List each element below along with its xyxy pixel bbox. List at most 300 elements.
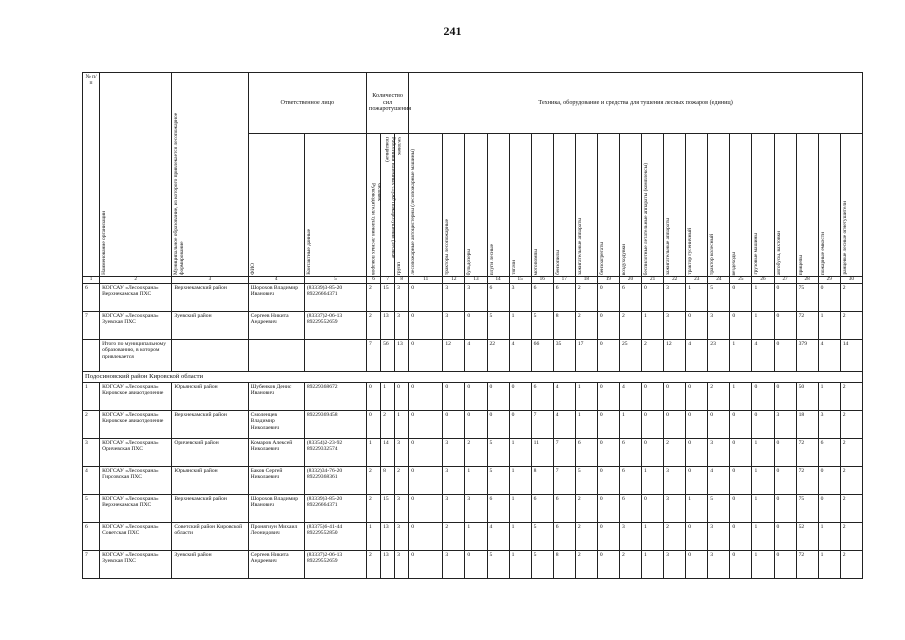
value-cell: 0: [730, 439, 752, 467]
column-index-cell: 21: [642, 277, 664, 284]
value-cell: 72: [796, 439, 818, 467]
contact-cell: 89229369458: [304, 411, 366, 439]
value-cell: 0: [409, 551, 443, 579]
value-cell: 3: [395, 284, 409, 312]
value-cell: 4: [752, 340, 774, 372]
value-cell: 1: [642, 523, 664, 551]
value-cell: 4: [818, 340, 840, 372]
header-forces-heads: Руководители тушения лесных пожаров человек: [367, 134, 381, 277]
value-cell: 1: [730, 383, 752, 411]
value-cell: 1: [642, 467, 664, 495]
column-index-cell: 25: [730, 277, 752, 284]
value-cell: 1: [686, 284, 708, 312]
value-cell: 0: [509, 411, 531, 439]
value-cell: 3: [509, 284, 531, 312]
value-cell: 2: [395, 467, 409, 495]
header-equip-10: беспилотные летательные аппараты (комплексы): [642, 134, 664, 277]
row-number: 1: [83, 383, 100, 411]
value-cell: 6: [619, 439, 641, 467]
value-cell: 0: [774, 383, 796, 411]
value-cell: 3: [465, 495, 487, 523]
header-municipality: Муниципальное образование, из которого привлекается лесопожарное формирование: [172, 73, 248, 277]
value-cell: 3: [708, 312, 730, 340]
header-equip-2: бульдозеры: [465, 134, 487, 277]
contact-cell: (8332)34-76-20 89229368361: [304, 467, 366, 495]
column-index-cell: 28: [796, 277, 818, 284]
column-index-cell: 4: [248, 277, 304, 284]
column-index-cell: 7: [381, 277, 395, 284]
value-cell: 5: [487, 439, 509, 467]
fire-resources-table: [82, 72, 863, 579]
value-cell: 0: [686, 467, 708, 495]
header-equip-16: автобусы, вахтовки: [774, 134, 796, 277]
value-cell: 0: [465, 312, 487, 340]
value-cell: 0: [730, 411, 752, 439]
value-cell: 5: [575, 467, 597, 495]
value-cell: 4: [553, 411, 575, 439]
table-row: [83, 523, 863, 551]
value-cell: 2: [367, 551, 381, 579]
value-cell: 2: [575, 312, 597, 340]
value-cell: 1: [752, 495, 774, 523]
org-name-cell: КОГСАУ «Лесоохрана» Гирсовская ПХС: [100, 467, 172, 495]
value-cell: 6: [553, 495, 575, 523]
value-cell: 0: [642, 383, 664, 411]
value-cell: 72: [796, 312, 818, 340]
value-cell: 4: [509, 340, 531, 372]
value-cell: 0: [597, 495, 619, 523]
value-cell: 1: [509, 551, 531, 579]
value-cell: 0: [708, 411, 730, 439]
value-cell: 3: [443, 312, 465, 340]
value-cell: 6: [818, 439, 840, 467]
value-cell: 6: [487, 495, 509, 523]
row-number: 6: [83, 523, 100, 551]
value-cell: 3: [664, 284, 686, 312]
value-cell: 0: [664, 411, 686, 439]
value-cell: 2: [840, 439, 862, 467]
row-number: 7: [83, 312, 100, 340]
contact-cell: (83354)2-23-92 89229332574: [304, 439, 366, 467]
contact-cell: (83375)6-41-44 89229552850: [304, 523, 366, 551]
table-row: [83, 340, 863, 372]
value-cell: 1: [642, 312, 664, 340]
value-cell: 2: [840, 467, 862, 495]
fio-cell: Сергеев Никита Андреевич: [248, 312, 304, 340]
fio-cell: Шорохов Владимир Иванович: [248, 495, 304, 523]
value-cell: 1: [642, 551, 664, 579]
table-row: [83, 312, 863, 340]
value-cell: 5: [487, 551, 509, 579]
row-number: 7: [83, 551, 100, 579]
value-cell: 1: [619, 411, 641, 439]
header-equip-3: плуги лесные: [487, 134, 509, 277]
value-cell: 4: [553, 383, 575, 411]
org-name-cell: КОГСАУ «Лесоохрана» Зуевская ПХС: [100, 312, 172, 340]
header-equip-9: воздуходувки: [619, 134, 641, 277]
value-cell: 15: [381, 284, 395, 312]
value-cell: 0: [752, 411, 774, 439]
value-cell: 1: [381, 383, 395, 411]
value-cell: 6: [553, 284, 575, 312]
header-equip-6: бензопилы: [553, 134, 575, 277]
value-cell: 2: [840, 312, 862, 340]
value-cell: 1: [752, 551, 774, 579]
value-cell: 0: [818, 495, 840, 523]
value-cell: 3: [465, 284, 487, 312]
column-index-cell: 2: [100, 277, 172, 284]
column-index-cell: 23: [686, 277, 708, 284]
value-cell: 0: [597, 340, 619, 372]
value-cell: 3: [708, 523, 730, 551]
header-equip-12: трактор гусеничный: [686, 134, 708, 277]
value-cell: 7: [553, 467, 575, 495]
row-number: [83, 340, 100, 372]
value-cell: 3: [664, 495, 686, 523]
org-name-cell: КОГСАУ «Лесоохрана» Зуевская ПХС: [100, 551, 172, 579]
value-cell: 1: [509, 467, 531, 495]
value-cell: 14: [381, 439, 395, 467]
value-cell: 3: [395, 523, 409, 551]
row-number: 5: [83, 495, 100, 523]
value-cell: 2: [708, 383, 730, 411]
value-cell: 0: [409, 312, 443, 340]
column-index-cell: 17: [553, 277, 575, 284]
header-equip-11: зажигательные аппараты: [664, 134, 686, 277]
value-cell: 8: [553, 312, 575, 340]
column-index-cell: 29: [818, 277, 840, 284]
section-title: Подосиновский район Кировской области: [83, 372, 863, 383]
row-number: 6: [83, 284, 100, 312]
value-cell: 4: [708, 467, 730, 495]
value-cell: 0: [730, 523, 752, 551]
table-row: [83, 383, 863, 411]
column-index-cell: 22: [664, 277, 686, 284]
value-cell: 3: [443, 439, 465, 467]
municipality-cell: Верхнекамский район: [172, 411, 248, 439]
value-cell: 4: [619, 383, 641, 411]
value-cell: 1: [686, 495, 708, 523]
value-cell: 1: [367, 523, 381, 551]
value-cell: 5: [531, 312, 553, 340]
value-cell: 2: [619, 312, 641, 340]
value-cell: 0: [597, 411, 619, 439]
value-cell: 0: [642, 284, 664, 312]
value-cell: 0: [730, 551, 752, 579]
value-cell: 6: [531, 383, 553, 411]
municipality-cell: Оричевский район: [172, 439, 248, 467]
header-forces-group: Количество сил пожаротушения: [367, 73, 409, 134]
column-index-cell: 27: [774, 277, 796, 284]
value-cell: 0: [664, 383, 686, 411]
value-cell: 2: [840, 284, 862, 312]
value-cell: 1: [818, 523, 840, 551]
value-cell: 50: [796, 383, 818, 411]
org-name-cell: КОГСАУ «Лесоохрана» Верхнекамская ПХС: [100, 495, 172, 523]
value-cell: 1: [367, 439, 381, 467]
value-cell: 0: [774, 284, 796, 312]
table-row: [83, 551, 863, 579]
value-cell: 2: [664, 439, 686, 467]
value-cell: 2: [367, 312, 381, 340]
value-cell: 22: [487, 340, 509, 372]
column-index-cell: 13: [465, 277, 487, 284]
column-index-cell: 24: [708, 277, 730, 284]
value-cell: 0: [642, 495, 664, 523]
value-cell: 0: [367, 383, 381, 411]
value-cell: 5: [487, 467, 509, 495]
value-cell: 2: [443, 523, 465, 551]
org-name-cell: КОГСАУ «Лесоохрана» Кировское авиаотделение: [100, 383, 172, 411]
value-cell: 0: [597, 383, 619, 411]
value-cell: 6: [575, 439, 597, 467]
column-index-cell: 1: [83, 277, 100, 284]
value-cell: 0: [642, 411, 664, 439]
value-cell: 1: [395, 411, 409, 439]
value-cell: 0: [409, 523, 443, 551]
header-equip-7: зажигательные аппараты: [575, 134, 597, 277]
value-cell: 0: [597, 523, 619, 551]
value-cell: 0: [597, 439, 619, 467]
header-equip-13: трактор колесный: [708, 134, 730, 277]
value-cell: 2: [465, 439, 487, 467]
header-fio: ФИО: [248, 134, 304, 277]
value-cell: 3: [443, 467, 465, 495]
value-cell: 0: [774, 312, 796, 340]
value-cell: 6: [487, 284, 509, 312]
contact-cell: (83337)2-06-13 89229552659: [304, 312, 366, 340]
value-cell: 2: [840, 411, 862, 439]
value-cell: 13: [381, 523, 395, 551]
value-cell: 379: [796, 340, 818, 372]
value-cell: 2: [367, 495, 381, 523]
municipality-cell: Зуевский район: [172, 551, 248, 579]
header-equipment-group: Техника, оборудование и средства для тушения лесных пожаров (единиц): [409, 73, 863, 134]
header-equip-19: ранцевые лесные огнетушители: [840, 134, 862, 277]
value-cell: 0: [774, 495, 796, 523]
header-equip-4: тягачи: [509, 134, 531, 277]
value-cell: 0: [465, 411, 487, 439]
value-cell: 15: [381, 495, 395, 523]
column-index-cell: 12: [443, 277, 465, 284]
value-cell: 2: [840, 551, 862, 579]
value-cell: 6: [531, 284, 553, 312]
value-cell: 0: [686, 411, 708, 439]
value-cell: 0: [597, 284, 619, 312]
value-cell: 0: [774, 439, 796, 467]
column-index-cell: 19: [597, 277, 619, 284]
header-row-top: [83, 73, 863, 134]
value-cell: 5: [708, 495, 730, 523]
value-cell: 6: [619, 495, 641, 523]
value-cell: 1: [575, 411, 597, 439]
value-cell: 1: [818, 312, 840, 340]
column-index-row: [83, 277, 863, 284]
fio-cell: Шорохов Владимир Иванович: [248, 284, 304, 312]
value-cell: 0: [686, 312, 708, 340]
value-cell: 66: [531, 340, 553, 372]
municipality-cell: Юрьянский район: [172, 383, 248, 411]
value-cell: 0: [409, 495, 443, 523]
value-cell: 7: [553, 439, 575, 467]
value-cell: 2: [367, 284, 381, 312]
value-cell: 3: [619, 523, 641, 551]
value-cell: 0: [597, 551, 619, 579]
municipality-cell: Зуевский район: [172, 312, 248, 340]
value-cell: 0: [487, 383, 509, 411]
value-cell: 0: [367, 411, 381, 439]
column-index-cell: 14: [487, 277, 509, 284]
header-equip-8: бензоагрегаты: [597, 134, 619, 277]
value-cell: 75: [796, 284, 818, 312]
value-cell: 2: [664, 523, 686, 551]
fio-cell: Баков Сергей Николаевич: [248, 467, 304, 495]
value-cell: 7: [367, 340, 381, 372]
header-forces-workers: Работники наземных служб пожаротушения (лесные пожарные) человек: [381, 134, 395, 277]
value-cell: 7: [531, 411, 553, 439]
value-cell: 0: [752, 383, 774, 411]
value-cell: 1: [752, 439, 774, 467]
org-name-cell: КОГСАУ «Лесоохрана» Оричевская ПХС: [100, 439, 172, 467]
table-row: [83, 439, 863, 467]
row-number: 2: [83, 411, 100, 439]
value-cell: 0: [443, 411, 465, 439]
org-name-cell: Итого по муниципальному образованию, в котором привлекается: [100, 340, 172, 372]
value-cell: 3: [708, 439, 730, 467]
value-cell: 4: [487, 523, 509, 551]
value-cell: 2: [575, 551, 597, 579]
value-cell: 6: [619, 284, 641, 312]
header-equip-17: прицепы: [796, 134, 818, 277]
value-cell: 2: [619, 551, 641, 579]
header-responsible-group: Ответственное лицо: [248, 73, 366, 134]
value-cell: 52: [796, 523, 818, 551]
value-cell: 13: [381, 551, 395, 579]
header-forces-groups: групп: [395, 134, 409, 277]
value-cell: 0: [409, 411, 443, 439]
value-cell: 13: [395, 340, 409, 372]
value-cell: 23: [708, 340, 730, 372]
value-cell: 12: [664, 340, 686, 372]
value-cell: 4: [465, 340, 487, 372]
value-cell: 1: [509, 312, 531, 340]
value-cell: 75: [796, 495, 818, 523]
value-cell: 35: [553, 340, 575, 372]
header-number: № п/п: [83, 73, 100, 277]
value-cell: 3: [395, 551, 409, 579]
value-cell: 3: [443, 551, 465, 579]
value-cell: 1: [465, 467, 487, 495]
org-name-cell: КОГСАУ «Лесоохрана» Верхнекамская ПХС: [100, 284, 172, 312]
value-cell: 6: [619, 467, 641, 495]
fio-cell: Комаров Алексей Николаевич: [248, 439, 304, 467]
municipality-cell: Верхнекамский район: [172, 495, 248, 523]
value-cell: 0: [818, 467, 840, 495]
value-cell: 0: [730, 495, 752, 523]
value-cell: 0: [443, 383, 465, 411]
column-index-cell: 18: [575, 277, 597, 284]
value-cell: 0: [409, 340, 443, 372]
value-cell: 1: [509, 495, 531, 523]
value-cell: 25: [619, 340, 641, 372]
value-cell: 3: [664, 551, 686, 579]
column-index-cell: 30: [840, 277, 862, 284]
column-index-cell: 11: [409, 277, 443, 284]
value-cell: 1: [730, 340, 752, 372]
contact-cell: 89229368672: [304, 383, 366, 411]
value-cell: 0: [730, 312, 752, 340]
section-row: [83, 372, 863, 383]
value-cell: 2: [642, 340, 664, 372]
municipality-cell: Верхнекамский район: [172, 284, 248, 312]
fio-cell: Шубенков Денис Иванович: [248, 383, 304, 411]
column-index-cell: 16: [531, 277, 553, 284]
value-cell: 0: [509, 383, 531, 411]
header-equip-5: мотопомпы: [531, 134, 553, 277]
row-number: 3: [83, 439, 100, 467]
value-cell: 3: [774, 411, 796, 439]
value-cell: 1: [575, 383, 597, 411]
column-index-cell: 6: [367, 277, 381, 284]
value-cell: 4: [686, 340, 708, 372]
value-cell: 0: [774, 523, 796, 551]
value-cell: 0: [395, 383, 409, 411]
value-cell: 0: [465, 383, 487, 411]
value-cell: 17: [575, 340, 597, 372]
table-row: [83, 284, 863, 312]
value-cell: 1: [752, 312, 774, 340]
header-equip-18: пожарные емкости: [818, 134, 840, 277]
fio-cell: Смоленцев Владимир Николаевич: [248, 411, 304, 439]
value-cell: 1: [818, 551, 840, 579]
value-cell: 1: [752, 467, 774, 495]
table-row: [83, 495, 863, 523]
column-index-cell: 8: [395, 277, 409, 284]
table-body: [83, 284, 863, 579]
value-cell: 3: [395, 439, 409, 467]
contact-cell: (83337)2-06-13 89229552659: [304, 551, 366, 579]
value-cell: 72: [796, 551, 818, 579]
value-cell: 1: [752, 523, 774, 551]
column-index-cell: 26: [752, 277, 774, 284]
value-cell: 0: [409, 284, 443, 312]
value-cell: 1: [509, 523, 531, 551]
value-cell: 0: [774, 551, 796, 579]
municipality-cell: Юрьянский район: [172, 467, 248, 495]
value-cell: 3: [708, 551, 730, 579]
municipality-cell: Советский район Кировской области: [172, 523, 248, 551]
header-contacts: Контактные данные: [304, 134, 366, 277]
value-cell: 1: [818, 383, 840, 411]
value-cell: 12: [443, 340, 465, 372]
org-name-cell: КОГСАУ «Лесоохрана» Кировское авиаотделение: [100, 411, 172, 439]
page-number: 241: [443, 24, 462, 38]
value-cell: 0: [686, 523, 708, 551]
value-cell: 0: [774, 340, 796, 372]
value-cell: 0: [597, 312, 619, 340]
header-equip-1: тракторы лесопожарные: [443, 134, 465, 277]
value-cell: 2: [840, 523, 862, 551]
value-cell: 0: [642, 439, 664, 467]
value-cell: 5: [487, 312, 509, 340]
value-cell: 0: [487, 411, 509, 439]
value-cell: 56: [381, 340, 395, 372]
fio-cell: Сергеев Никита Андреевич: [248, 551, 304, 579]
value-cell: 8: [381, 467, 395, 495]
value-cell: 11: [531, 439, 553, 467]
value-cell: 0: [730, 284, 752, 312]
value-cell: 14: [840, 340, 862, 372]
